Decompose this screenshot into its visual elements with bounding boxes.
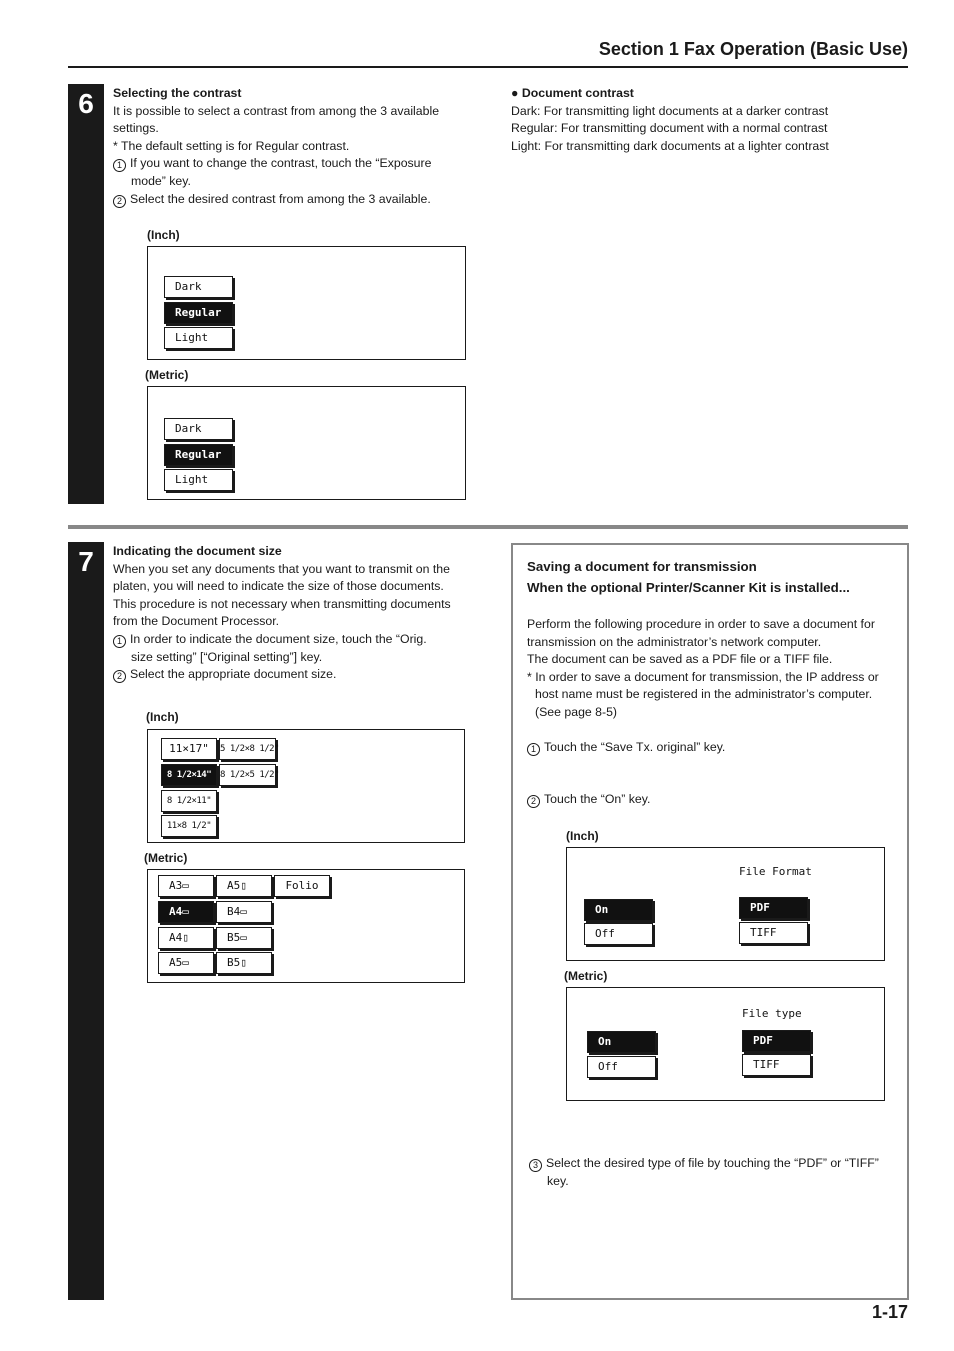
size-key-5-5x8-5[interactable]: 5 1/2×8 1/2" [219, 738, 276, 760]
box-note: * In order to save a document for transmission, the IP address or [527, 669, 879, 684]
off-key[interactable]: Off [584, 923, 653, 945]
circled-number: 1 [527, 743, 540, 756]
contrast-note: Dark: For transmitting light documents at a darker contrast [511, 103, 829, 118]
file-type-panel-metric [566, 987, 885, 1101]
step-7-text [113, 543, 451, 684]
step-6-number: 6 [78, 88, 94, 119]
step-7-bar [68, 542, 104, 1300]
circled-number: 1 [113, 159, 126, 172]
inch-label: (Inch) [146, 710, 179, 724]
step-6-text [113, 85, 439, 208]
document-contrast-notes [511, 85, 829, 155]
section-title: Section 1 Fax Operation (Basic Use) [598, 39, 908, 59]
box-note-cont: host name must be registered in the administrator’s computer. [535, 687, 873, 702]
regular-key[interactable]: Regular [164, 302, 233, 324]
box-subtitle: When the optional Printer/Scanner Kit is installed... [527, 580, 850, 595]
box-step-3 [529, 1155, 879, 1190]
inch-label: (Inch) [147, 228, 180, 242]
regular-key[interactable]: Regular [164, 444, 233, 466]
circled-number: 3 [529, 1159, 542, 1172]
contrast-note: Light: For transmitting dark documents at a lighter contrast [511, 138, 829, 153]
file-type-label: File type [742, 1007, 802, 1020]
box-line: transmission on the administrator’s network computer. [527, 634, 822, 649]
pdf-key[interactable]: PDF [739, 897, 808, 919]
step-7-number: 7 [78, 546, 94, 577]
contrast-panel-inch [147, 246, 466, 360]
size-key-a5-portrait[interactable]: A5▯ [216, 875, 272, 897]
dark-key[interactable]: Dark [164, 418, 233, 440]
instruction-text: Touch the “Save Tx. original” key. [544, 740, 726, 754]
step-7-instruction-1 [113, 631, 451, 649]
box-paragraph [527, 616, 879, 722]
box-step-1 [527, 739, 725, 757]
step-6-heading: Selecting the contrast [113, 86, 242, 100]
step-6-instruction-1-cont: mode” key. [131, 173, 191, 188]
section-divider [68, 525, 908, 529]
metric-label: (Metric) [144, 851, 188, 865]
step-7-line: When you set any documents that you want to transmit on the [113, 561, 450, 576]
box-note-cont: (See page 8-5) [535, 704, 618, 719]
instruction-text: Select the appropriate document size. [130, 667, 337, 682]
tiff-key[interactable]: TIFF [739, 922, 808, 944]
size-key-11x8-5[interactable]: 11×8 1/2" [161, 815, 217, 837]
instruction-text: In order to indicate the document size, touch the “Orig. [130, 631, 427, 646]
off-key[interactable]: Off [587, 1056, 656, 1078]
size-panel-metric [147, 869, 465, 983]
box-step-2 [527, 791, 650, 809]
circled-number: 2 [113, 195, 126, 208]
metric-label: (Metric) [564, 969, 608, 983]
size-key-8-5x11[interactable]: 8 1/2×11" [161, 790, 217, 812]
dark-key[interactable]: Dark [164, 276, 233, 298]
step-7-line: platen, you will need to indicate the size of those documents. [113, 579, 444, 594]
circled-number: 1 [113, 635, 126, 648]
document-contrast-heading: ● Document contrast [511, 86, 634, 100]
size-key-a4-landscape[interactable]: A4▭ [158, 901, 214, 923]
file-format-panel-inch [566, 847, 885, 961]
light-key[interactable]: Light [164, 327, 233, 349]
size-key-8-5x5-5[interactable]: 8 1/2×5 1/2" [219, 764, 276, 786]
size-key-b5-portrait[interactable]: B5▯ [216, 952, 272, 974]
circled-number: 2 [527, 795, 540, 808]
step-7-line: from the Document Processor. [113, 614, 280, 629]
step-7-line: This procedure is not necessary when transmitting documents [113, 596, 451, 611]
size-key-a5-landscape[interactable]: A5▭ [158, 952, 214, 974]
step-6-line: settings. [113, 121, 159, 136]
size-panel-inch [147, 729, 465, 843]
size-key-a4-portrait[interactable]: A4▯ [158, 927, 214, 949]
step-6-line: It is possible to select a contrast from among the 3 available [113, 103, 440, 118]
pdf-key[interactable]: PDF [742, 1030, 811, 1052]
light-key[interactable]: Light [164, 469, 233, 491]
contrast-panel-metric [147, 386, 466, 500]
file-format-label: File Format [739, 865, 812, 878]
size-key-8-5x14[interactable]: 8 1/2×14" [161, 764, 217, 786]
tiff-key[interactable]: TIFF [742, 1054, 811, 1076]
size-key-11x17[interactable]: 11×17" [161, 738, 217, 760]
size-key-b5-landscape[interactable]: B5▭ [216, 927, 272, 949]
step-7-heading: Indicating the document size [113, 544, 282, 558]
step-6-instruction-2 [113, 191, 439, 209]
step-7-instruction-1-cont: size setting” [“Original setting”] key. [131, 649, 323, 664]
box-titles [527, 556, 850, 598]
step-6-bar [68, 84, 104, 504]
on-key[interactable]: On [584, 899, 653, 921]
step-6-line: * The default setting is for Regular contrast. [113, 138, 350, 153]
step-6-instruction-1 [113, 155, 439, 173]
step-7-instruction-2 [113, 666, 451, 684]
instruction-text: Select the desired type of file by touching the “PDF” or “TIFF” [546, 1156, 879, 1170]
header-rule [68, 66, 908, 68]
box-title: Saving a document for transmission [527, 559, 757, 574]
instruction-text: Select the desired contrast from among the 3 available. [130, 191, 431, 206]
instruction-text: Touch the “On” key. [544, 792, 651, 806]
size-key-a3[interactable]: A3▭ [158, 875, 214, 897]
inch-label: (Inch) [566, 829, 599, 843]
box-step-3-cont: key. [547, 1173, 569, 1188]
instruction-text: If you want to change the contrast, touch the “Exposure [130, 156, 432, 171]
size-key-folio[interactable]: Folio [274, 875, 330, 897]
circled-number: 2 [113, 670, 126, 683]
metric-label: (Metric) [145, 368, 189, 382]
page-number: 1-17 [871, 1302, 908, 1322]
box-line: Perform the following procedure in order to save a document for [527, 617, 875, 631]
on-key[interactable]: On [587, 1031, 656, 1053]
contrast-note: Regular: For transmitting document with a normal contrast [511, 121, 828, 136]
size-key-b4[interactable]: B4▭ [216, 901, 272, 923]
box-line: The document can be saved as a PDF file or a TIFF file. [527, 652, 833, 667]
